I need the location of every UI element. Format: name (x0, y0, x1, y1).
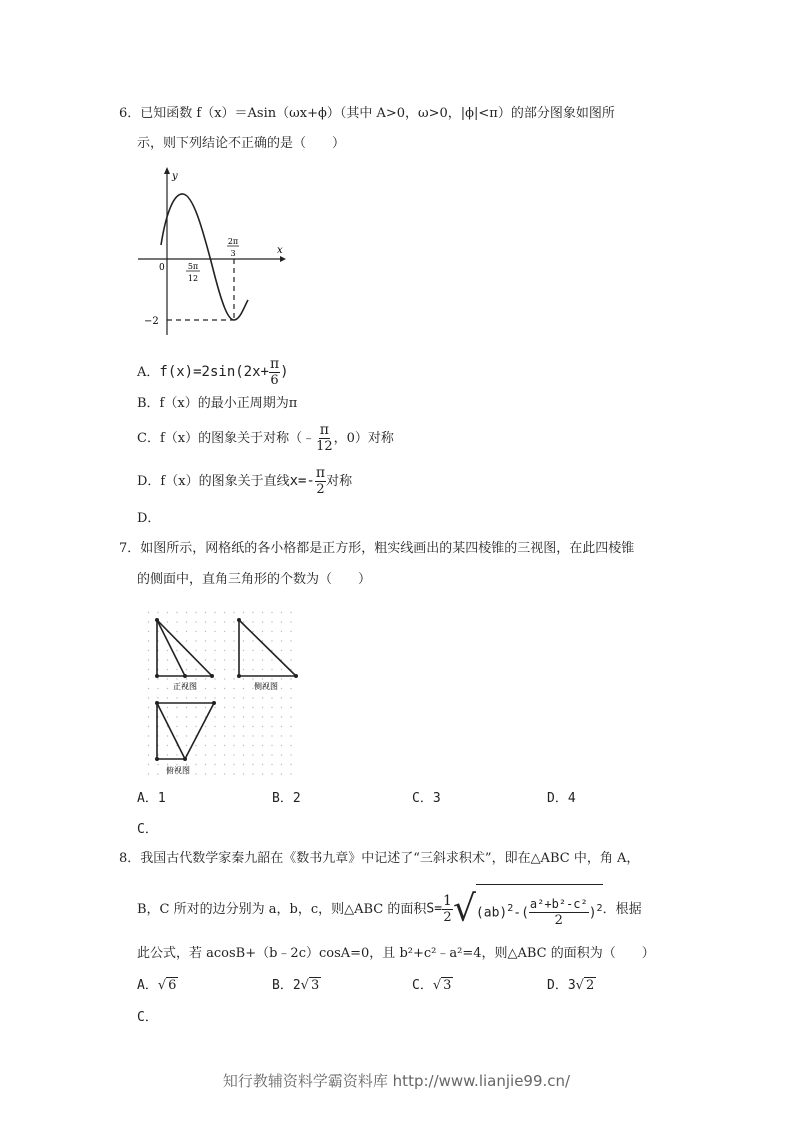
q7-option-b: B．2 (272, 791, 301, 806)
q7-option-a: A．1 (137, 791, 166, 806)
x-axis-label: x (277, 245, 283, 256)
q7-option-c: C．3 (412, 791, 441, 806)
q6-option-d-frac: $\frac{\pi}{2}$ (315, 465, 326, 497)
q8-stem-line1: 8．我国古代数学家秦九韶在《数书九章》中记述了“三斜求积术”，即在△ABC 中，角 A， (119, 851, 640, 866)
q8-stem-line2: B，C 所对的边分别为 a，b，c，则△ABC 的面积S= $\frac{1}{2}$ √(ab)$^2$-( $\frac{\text{a²+b²-c²}}{2}$ )$^2$．根据 (137, 884, 642, 935)
q6-option-c-frac: $\frac{\pi}{12}$ (316, 422, 333, 454)
tick-2pi-den: 3 (230, 249, 236, 258)
y-axis-arrow (164, 167, 170, 174)
q6-option-d: D．f（x）的图象关于直线x=- $\frac{\pi}{2}$ 对称 (137, 465, 353, 497)
top-view-label: 俯视图 (166, 766, 190, 775)
q6-option-c: C．f（x）的图象关于对称（﹣ $\frac{\pi}{12}$ ，0）对称 (137, 422, 394, 454)
q6-option-a-label: A． (137, 365, 160, 380)
q6-sine-graph (130, 165, 290, 340)
q6-stem-line1: 6．已知函数 f（x）＝Asin（ωx+ϕ）（其中 A>0，ω>0，|ϕ|<π）的部分图象如图所 (119, 106, 615, 121)
y-axis-label: y (172, 171, 178, 182)
q7-option-d: D．4 (547, 791, 576, 806)
q8-answer: C． (137, 1010, 158, 1025)
footer-watermark: 知行教辅资料学霸资料库 http://www.lianjie99.cn/ (222, 1072, 571, 1090)
q6-option-a: A．f(x)=2sin(2x+ $\frac{\pi}{6}$ ) (137, 356, 289, 388)
q7-three-views (138, 602, 303, 778)
q7-stem-line1: 7．如图所示，网格纸的各小格都是正方形，粗实线画出的某四棱锥的三视图，在此四棱锥 (119, 541, 635, 556)
q8-option-a: A．√ 6 (137, 978, 177, 993)
q6-option-b: B．f（x）的最小正周期为π (137, 396, 298, 411)
front-view-label: 正视图 (173, 682, 197, 691)
x-axis-arrow (280, 256, 286, 262)
q8-option-c: C．√ 3 (412, 978, 452, 993)
q8-area-formula: S= $\frac{1}{2}$ √(ab)$^2$-( $\frac{\text{a²+b²-c²}}{2}$ )$^2$ (426, 884, 602, 935)
origin-label: 0 (159, 263, 165, 273)
q6-answer: D． (137, 511, 161, 526)
q8-option-d: D．3√ 2 (547, 978, 595, 993)
ymin-label: −2 (144, 316, 159, 327)
q6-option-a-expr: f(x)=2sin(2x+ (159, 364, 269, 380)
q7-answer: C． (137, 822, 158, 837)
q7-stem-line2: 的侧面中，直角三角形的个数为（ ） (137, 572, 372, 587)
side-view-label: 侧视图 (254, 682, 278, 691)
q6-stem-line2: 示，则下列结论不正确的是（ ） (137, 136, 346, 151)
tick-5pi-num: 5π (187, 262, 199, 271)
tick-5pi-den: 12 (187, 274, 199, 283)
q8-stem-line3: 此公式，若 acosB+（b﹣2c）cosA=0，且 b²+c²﹣a²=4，则△ABC 的面积为（ ） (137, 946, 655, 961)
q8-option-b: B．2√ 3 (272, 978, 320, 993)
q6-option-a-frac: $\frac{\pi}{6}$ (269, 356, 280, 388)
tick-2pi-num: 2π (227, 237, 239, 246)
